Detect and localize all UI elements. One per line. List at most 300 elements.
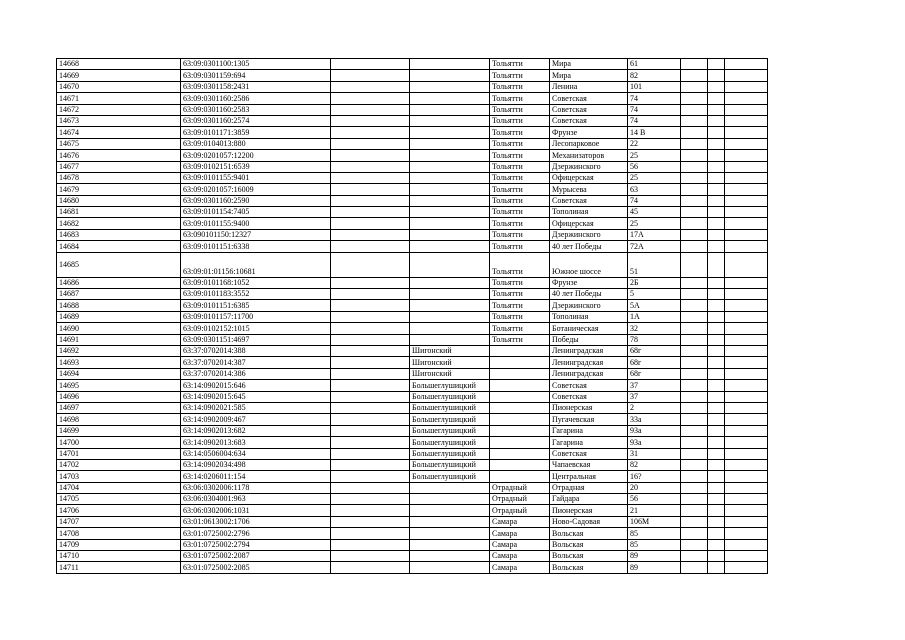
city-cell	[490, 357, 550, 368]
city-cell: Тольятти	[490, 252, 550, 277]
blank-cell	[331, 528, 410, 539]
house-number-cell: 32	[628, 323, 681, 334]
street-cell: Пионерская	[550, 505, 628, 516]
blank-cell	[681, 562, 708, 573]
city-cell	[490, 402, 550, 413]
street-cell: Ново-Садовая	[550, 516, 628, 527]
blank-cell	[725, 482, 768, 493]
street-cell: Офицерская	[550, 218, 628, 229]
city-cell: Отрадный	[490, 482, 550, 493]
city-cell	[490, 448, 550, 459]
blank-cell	[681, 150, 708, 161]
house-number-cell: 1А	[628, 311, 681, 322]
blank-cell	[681, 380, 708, 391]
street-cell: Ленинградская	[550, 357, 628, 368]
cadastral-number-cell: 63:090101150:12327	[181, 229, 331, 240]
house-number-cell: 45	[628, 207, 681, 218]
row-number-cell: 14671	[57, 93, 181, 104]
city-cell: Отрадный	[490, 494, 550, 505]
blank-cell	[681, 104, 708, 115]
blank-cell	[331, 391, 410, 402]
blank-cell	[708, 127, 725, 138]
house-number-cell: 93а	[628, 425, 681, 436]
table-row	[57, 93, 768, 104]
blank-cell	[708, 218, 725, 229]
blank-cell	[725, 81, 768, 92]
table-row	[57, 104, 768, 115]
blank-cell	[681, 494, 708, 505]
house-number-cell: 25	[628, 172, 681, 183]
blank-cell	[708, 494, 725, 505]
blank-cell	[681, 127, 708, 138]
blank-cell	[681, 115, 708, 126]
blank-cell	[708, 150, 725, 161]
district-cell: Большеглушицкий	[410, 448, 490, 459]
blank-cell	[708, 207, 725, 218]
street-cell: Лесопарковое	[550, 138, 628, 149]
cadastral-number-cell: 63:09:0101155:9401	[181, 172, 331, 183]
blank-cell	[708, 562, 725, 573]
blank-cell	[331, 207, 410, 218]
blank-cell	[725, 59, 768, 70]
city-cell: Тольятти	[490, 127, 550, 138]
table-row	[57, 551, 768, 562]
city-cell	[490, 345, 550, 356]
house-number-cell: 17А	[628, 229, 681, 240]
row-number-cell: 14682	[57, 218, 181, 229]
district-cell: Шигонский	[410, 368, 490, 379]
cadastral-number-cell: 63:09:01:01156:10681	[181, 252, 331, 277]
row-number-cell: 14684	[57, 241, 181, 252]
district-cell	[410, 300, 490, 311]
house-number-cell: 106М	[628, 516, 681, 527]
table-row	[57, 459, 768, 470]
blank-cell	[708, 277, 725, 288]
street-cell: Советская	[550, 448, 628, 459]
blank-cell	[681, 184, 708, 195]
row-number-cell: 14685	[57, 252, 181, 277]
cadastral-number-cell: 63:09:0301151:4697	[181, 334, 331, 345]
city-cell: Тольятти	[490, 81, 550, 92]
blank-cell	[725, 323, 768, 334]
cadastral-number-cell: 63:37:0702014:388	[181, 345, 331, 356]
street-cell: Вольская	[550, 551, 628, 562]
table-row	[57, 414, 768, 425]
street-cell: Дзержинского	[550, 229, 628, 240]
city-cell: Самара	[490, 516, 550, 527]
table-row	[57, 229, 768, 240]
city-cell: Самара	[490, 539, 550, 550]
table-row	[57, 150, 768, 161]
city-cell: Тольятти	[490, 115, 550, 126]
blank-cell	[725, 425, 768, 436]
street-cell: 40 лет Победы	[550, 289, 628, 300]
street-cell: Южное шоссе	[550, 252, 628, 277]
row-number-cell: 14699	[57, 425, 181, 436]
blank-cell	[725, 357, 768, 368]
blank-cell	[725, 311, 768, 322]
house-number-cell: 37	[628, 391, 681, 402]
table-row	[57, 494, 768, 505]
city-cell: Тольятти	[490, 323, 550, 334]
blank-cell	[331, 380, 410, 391]
cadastral-number-cell: 63:09:0301158:2431	[181, 81, 331, 92]
cadastral-number-cell: 63:14:0902013:682	[181, 425, 331, 436]
row-number-cell: 14674	[57, 127, 181, 138]
blank-cell	[681, 59, 708, 70]
row-number-cell: 14711	[57, 562, 181, 573]
blank-cell	[725, 368, 768, 379]
cadastral-number-cell: 63:37:0702014:387	[181, 357, 331, 368]
district-cell	[410, 172, 490, 183]
blank-cell	[331, 161, 410, 172]
blank-cell	[681, 414, 708, 425]
blank-cell	[708, 551, 725, 562]
city-cell: Тольятти	[490, 184, 550, 195]
blank-cell	[708, 104, 725, 115]
house-number-cell: 25	[628, 218, 681, 229]
blank-cell	[331, 289, 410, 300]
district-cell	[410, 289, 490, 300]
blank-cell	[331, 459, 410, 470]
district-cell: Большеглушицкий	[410, 414, 490, 425]
blank-cell	[725, 539, 768, 550]
blank-cell	[725, 184, 768, 195]
table-row	[57, 127, 768, 138]
blank-cell	[331, 59, 410, 70]
row-number-cell: 14708	[57, 528, 181, 539]
row-number-cell: 14673	[57, 115, 181, 126]
blank-cell	[725, 334, 768, 345]
blank-cell	[725, 115, 768, 126]
blank-cell	[725, 70, 768, 81]
blank-cell	[331, 345, 410, 356]
city-cell: Тольятти	[490, 138, 550, 149]
blank-cell	[725, 252, 768, 277]
district-cell	[410, 241, 490, 252]
street-cell: 40 лет Победы	[550, 241, 628, 252]
district-cell: Большеглушицкий	[410, 471, 490, 482]
blank-cell	[331, 505, 410, 516]
street-cell: Механизаторов	[550, 150, 628, 161]
blank-cell	[708, 289, 725, 300]
district-cell: Большеглушицкий	[410, 391, 490, 402]
district-cell	[410, 184, 490, 195]
table-row	[57, 562, 768, 573]
blank-cell	[725, 150, 768, 161]
city-cell	[490, 425, 550, 436]
district-cell	[410, 505, 490, 516]
blank-cell	[708, 482, 725, 493]
street-cell: Чапаевская	[550, 459, 628, 470]
house-number-cell: 78	[628, 334, 681, 345]
blank-cell	[331, 562, 410, 573]
city-cell: Тольятти	[490, 70, 550, 81]
blank-cell	[681, 300, 708, 311]
blank-cell	[681, 482, 708, 493]
table-row	[57, 161, 768, 172]
blank-cell	[681, 459, 708, 470]
row-number-cell: 14704	[57, 482, 181, 493]
blank-cell	[681, 207, 708, 218]
table-row	[57, 368, 768, 379]
row-number-cell: 14670	[57, 81, 181, 92]
blank-cell	[725, 218, 768, 229]
blank-cell	[681, 516, 708, 527]
house-number-cell: 21	[628, 505, 681, 516]
row-number-cell: 14688	[57, 300, 181, 311]
cadastral-number-cell: 63:06:0302006:1178	[181, 482, 331, 493]
cadastral-number-cell: 63:06:0304001:963	[181, 494, 331, 505]
blank-cell	[725, 414, 768, 425]
row-number-cell: 14703	[57, 471, 181, 482]
table-row	[57, 81, 768, 92]
blank-cell	[331, 437, 410, 448]
street-cell: Дзержинского	[550, 161, 628, 172]
cadastral-number-cell: 63:01:0725002:2087	[181, 551, 331, 562]
district-cell: Шигонский	[410, 345, 490, 356]
city-cell: Тольятти	[490, 311, 550, 322]
blank-cell	[708, 138, 725, 149]
city-cell	[490, 414, 550, 425]
cadastral-number-cell: 63:09:0101157:11700	[181, 311, 331, 322]
table-row	[57, 425, 768, 436]
district-cell	[410, 138, 490, 149]
table-row	[57, 323, 768, 334]
blank-cell	[331, 516, 410, 527]
table-row	[57, 437, 768, 448]
table-row	[57, 207, 768, 218]
table-row	[57, 391, 768, 402]
blank-cell	[725, 161, 768, 172]
district-cell	[410, 516, 490, 527]
street-cell: Гайдара	[550, 494, 628, 505]
city-cell: Тольятти	[490, 207, 550, 218]
district-cell: Большеглушицкий	[410, 380, 490, 391]
district-cell: Большеглушицкий	[410, 402, 490, 413]
row-number-cell: 14695	[57, 380, 181, 391]
table-row	[57, 300, 768, 311]
blank-cell	[708, 505, 725, 516]
district-cell	[410, 482, 490, 493]
city-cell	[490, 380, 550, 391]
street-cell: Вольская	[550, 562, 628, 573]
row-number-cell: 14687	[57, 289, 181, 300]
blank-cell	[331, 482, 410, 493]
blank-cell	[681, 402, 708, 413]
table-row	[57, 482, 768, 493]
blank-cell	[725, 471, 768, 482]
blank-cell	[681, 425, 708, 436]
row-number-cell: 14707	[57, 516, 181, 527]
row-number-cell: 14696	[57, 391, 181, 402]
city-cell: Самара	[490, 562, 550, 573]
blank-cell	[708, 425, 725, 436]
blank-cell	[708, 229, 725, 240]
blank-cell	[708, 252, 725, 277]
street-cell: Вольская	[550, 528, 628, 539]
house-number-cell: 25	[628, 150, 681, 161]
blank-cell	[331, 323, 410, 334]
cadastral-number-cell: 63:09:0301160:2586	[181, 93, 331, 104]
blank-cell	[681, 323, 708, 334]
blank-cell	[725, 93, 768, 104]
house-number-cell: 5А	[628, 300, 681, 311]
district-cell	[410, 218, 490, 229]
house-number-cell: 85	[628, 539, 681, 550]
city-cell: Тольятти	[490, 104, 550, 115]
cadastral-number-cell: 63:01:0613002:1706	[181, 516, 331, 527]
row-number-cell: 14676	[57, 150, 181, 161]
house-number-cell: 72А	[628, 241, 681, 252]
cadastral-number-cell: 63:09:0301100:1305	[181, 59, 331, 70]
blank-cell	[708, 368, 725, 379]
district-cell: Большеглушицкий	[410, 459, 490, 470]
blank-cell	[681, 528, 708, 539]
district-cell	[410, 93, 490, 104]
street-cell: Фрунзе	[550, 277, 628, 288]
blank-cell	[725, 138, 768, 149]
row-number-cell: 14677	[57, 161, 181, 172]
blank-cell	[331, 494, 410, 505]
blank-cell	[681, 218, 708, 229]
blank-cell	[708, 184, 725, 195]
district-cell	[410, 104, 490, 115]
cadastral-number-cell: 63:09:0101151:6385	[181, 300, 331, 311]
house-number-cell: 85	[628, 528, 681, 539]
city-cell: Тольятти	[490, 195, 550, 206]
cadastral-number-cell: 63:09:0201057:16009	[181, 184, 331, 195]
blank-cell	[708, 334, 725, 345]
district-cell	[410, 150, 490, 161]
cadastral-number-cell: 63:09:0102152:1015	[181, 323, 331, 334]
blank-cell	[725, 380, 768, 391]
house-number-cell: 20	[628, 482, 681, 493]
table-row	[57, 516, 768, 527]
city-cell: Тольятти	[490, 300, 550, 311]
blank-cell	[331, 277, 410, 288]
blank-cell	[725, 207, 768, 218]
street-cell: Советская	[550, 115, 628, 126]
blank-cell	[708, 300, 725, 311]
house-number-cell: 89	[628, 551, 681, 562]
blank-cell	[725, 505, 768, 516]
blank-cell	[725, 127, 768, 138]
district-cell	[410, 277, 490, 288]
blank-cell	[725, 300, 768, 311]
blank-cell	[708, 459, 725, 470]
blank-cell	[708, 380, 725, 391]
blank-cell	[708, 414, 725, 425]
house-number-cell: 61	[628, 59, 681, 70]
street-cell: Ботаническая	[550, 323, 628, 334]
district-cell: Большеглушицкий	[410, 425, 490, 436]
table-row	[57, 277, 768, 288]
cadastral-number-cell: 63:14:0902015:645	[181, 391, 331, 402]
blank-cell	[331, 252, 410, 277]
blank-cell	[681, 138, 708, 149]
table-row	[57, 138, 768, 149]
city-cell: Самара	[490, 551, 550, 562]
street-cell: Советская	[550, 380, 628, 391]
blank-cell	[331, 311, 410, 322]
blank-cell	[331, 471, 410, 482]
table-row	[57, 195, 768, 206]
blank-cell	[331, 218, 410, 229]
blank-cell	[725, 241, 768, 252]
blank-cell	[708, 528, 725, 539]
street-cell: Тополиная	[550, 311, 628, 322]
city-cell: Тольятти	[490, 218, 550, 229]
row-number-cell: 14705	[57, 494, 181, 505]
blank-cell	[708, 59, 725, 70]
blank-cell	[681, 505, 708, 516]
city-cell: Тольятти	[490, 172, 550, 183]
blank-cell	[708, 471, 725, 482]
blank-cell	[708, 70, 725, 81]
city-cell: Тольятти	[490, 277, 550, 288]
blank-cell	[725, 289, 768, 300]
cadastral-number-cell: 63:09:0101151:6338	[181, 241, 331, 252]
blank-cell	[708, 357, 725, 368]
street-cell: Ленина	[550, 81, 628, 92]
street-cell: Победы	[550, 334, 628, 345]
table-row	[57, 357, 768, 368]
blank-cell	[331, 138, 410, 149]
blank-cell	[708, 516, 725, 527]
city-cell	[490, 391, 550, 402]
city-cell: Тольятти	[490, 334, 550, 345]
street-cell: Советская	[550, 195, 628, 206]
city-cell: Тольятти	[490, 161, 550, 172]
blank-cell	[725, 402, 768, 413]
street-cell: Дзержинского	[550, 300, 628, 311]
blank-cell	[681, 81, 708, 92]
street-cell: Вольская	[550, 539, 628, 550]
blank-cell	[708, 115, 725, 126]
row-number-cell: 14689	[57, 311, 181, 322]
city-cell: Тольятти	[490, 93, 550, 104]
row-number-cell: 14675	[57, 138, 181, 149]
blank-cell	[725, 229, 768, 240]
row-number-cell: 14706	[57, 505, 181, 516]
cadastral-number-cell: 63:14:0506004:634	[181, 448, 331, 459]
district-cell	[410, 494, 490, 505]
row-number-cell: 14681	[57, 207, 181, 218]
house-number-cell: 93а	[628, 437, 681, 448]
table-row	[57, 539, 768, 550]
table-row	[57, 289, 768, 300]
row-number-cell: 14698	[57, 414, 181, 425]
cadastral-number-cell: 63:09:0301159:694	[181, 70, 331, 81]
cadastral-number-cell: 63:09:0101168:1052	[181, 277, 331, 288]
street-cell: Фрунзе	[550, 127, 628, 138]
table-row	[57, 241, 768, 252]
blank-cell	[708, 323, 725, 334]
row-number-cell: 14683	[57, 229, 181, 240]
blank-cell	[331, 241, 410, 252]
table-row	[57, 380, 768, 391]
blank-cell	[725, 551, 768, 562]
house-number-cell: 31	[628, 448, 681, 459]
table-row	[57, 345, 768, 356]
cadastral-number-cell: 63:01:0725002:2796	[181, 528, 331, 539]
blank-cell	[681, 345, 708, 356]
blank-cell	[331, 93, 410, 104]
street-cell: Гагарина	[550, 437, 628, 448]
district-cell	[410, 207, 490, 218]
city-cell	[490, 368, 550, 379]
